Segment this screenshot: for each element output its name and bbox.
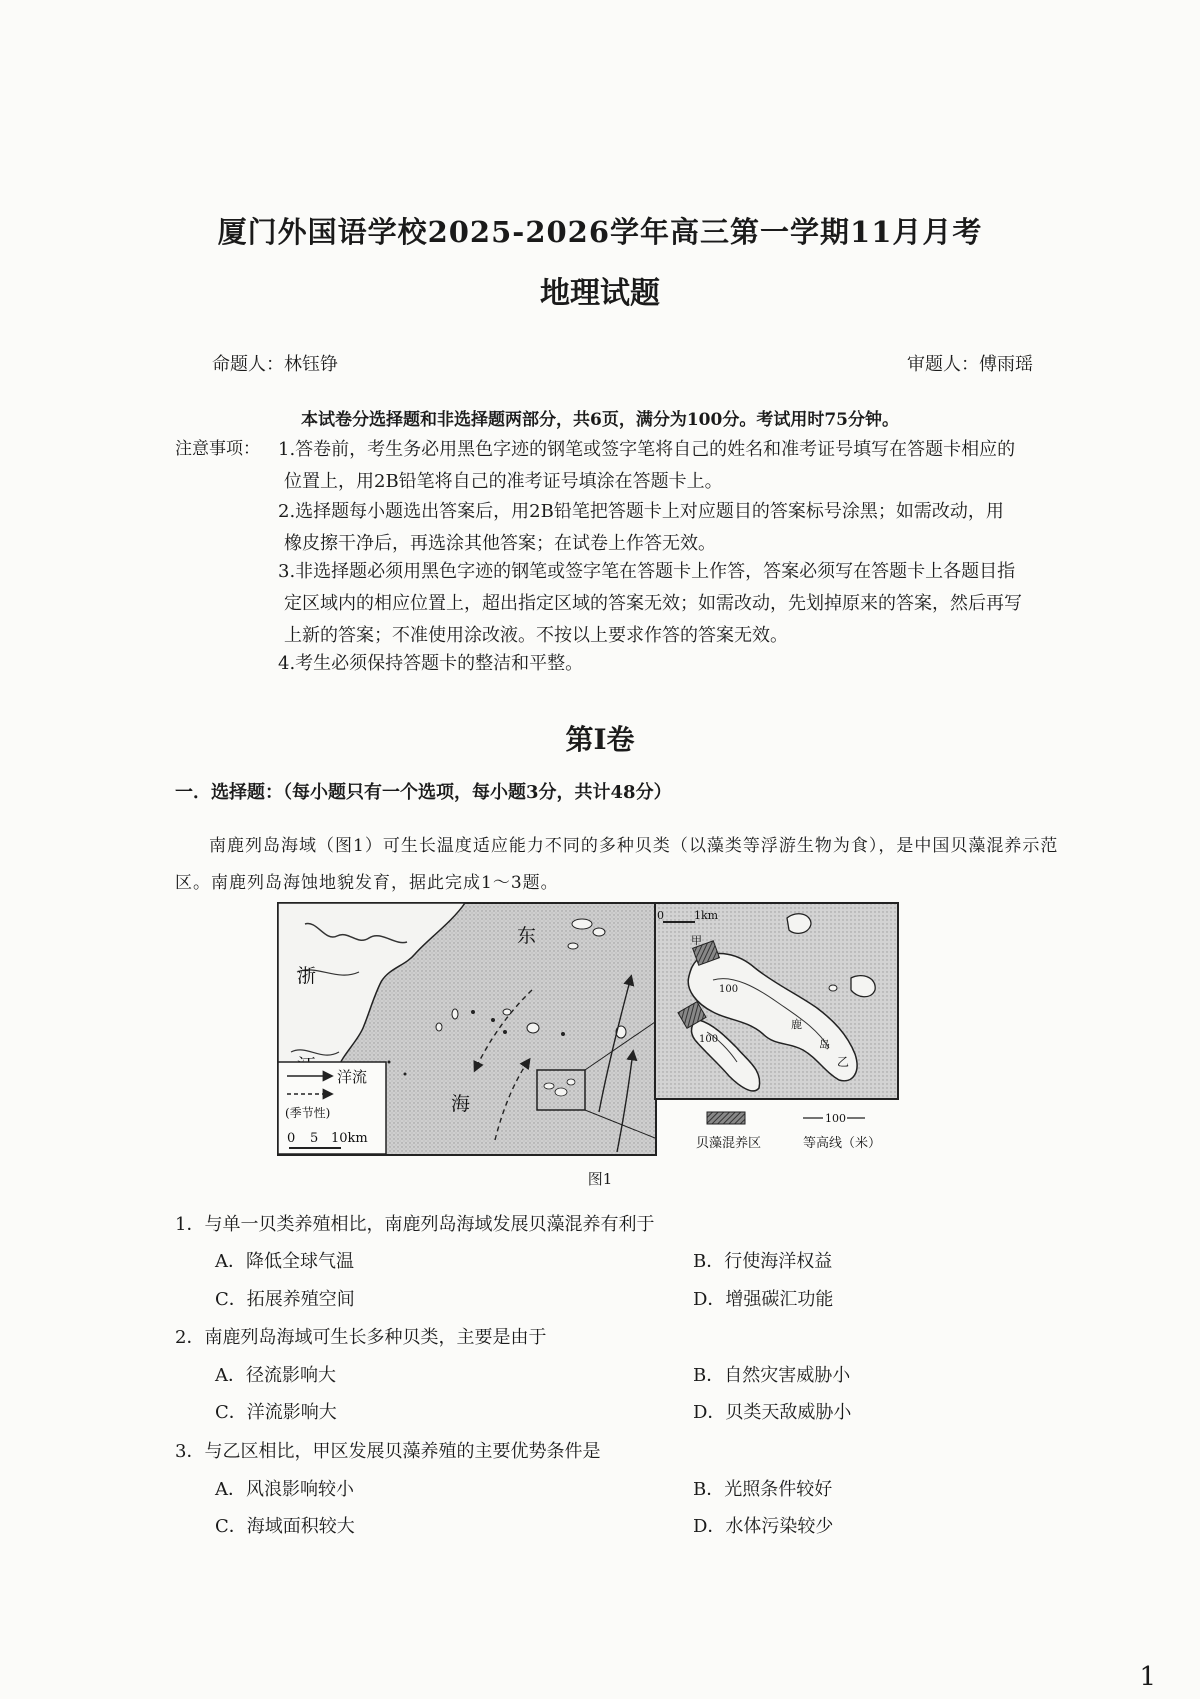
scale-label: 0 — [657, 909, 664, 922]
island-label: 鹿 — [791, 1018, 802, 1031]
legend-contour-value: 100 — [825, 1112, 846, 1125]
legend-seasonal-label: (季节性) — [285, 1106, 331, 1120]
reviewer: 审题人：傅雨瑶 — [907, 354, 1033, 375]
option-c: C．海域面积较大 — [215, 1516, 355, 1537]
left-map — [278, 903, 656, 1155]
island-label: 岛 — [819, 1038, 830, 1051]
question-passage: 南鹿列岛海域（图1）可生长温度适应能力不同的多种贝类（以藻类等浮游生物为食），是中国贝藻混养示范区。南鹿列岛海蚀地貌发育，据此完成1～3题。 — [175, 836, 1059, 893]
legend-current-label: 洋流 — [337, 1068, 368, 1086]
section-title: 第I卷 — [565, 723, 635, 756]
legend-contour-label: 等高线（米） — [803, 1136, 882, 1151]
exam-subject: 地理试题 — [540, 276, 660, 311]
author: 命题人：林钰铮 — [212, 354, 338, 375]
question-stem: 2．南鹿列岛海域可生长多种贝类，主要是由于 — [175, 1327, 547, 1348]
option-c: C．拓展养殖空间 — [215, 1289, 355, 1310]
option-d: D．增强碳汇功能 — [693, 1289, 834, 1310]
right-map-legend — [696, 1112, 881, 1151]
figure-map — [277, 902, 1088, 1156]
option-b: B．自然灾害威胁小 — [693, 1365, 851, 1386]
notes-label: 注意事项： — [175, 439, 260, 459]
contour-label: 100 — [719, 984, 739, 995]
question-stem: 3．与乙区相比，甲区发展贝藻养殖的主要优势条件是 — [175, 1441, 601, 1462]
map-label-province: 浙 — [297, 965, 317, 987]
figure-caption: 图1 — [587, 1170, 613, 1188]
note-item: 4.考生必须保持答题卡的整洁和平整。 — [278, 653, 584, 674]
part-title: 一．选择题：（每小题只有一个选项，每小题3分，共计48分） — [175, 782, 672, 803]
option-a: A．风浪影响较小 — [215, 1479, 354, 1500]
map-label-sea: 海 — [451, 1093, 471, 1115]
exam-title: 厦门外国语学校2025-2026学年高三第一学期11月月考 — [217, 215, 983, 249]
option-c: C．洋流影响大 — [215, 1402, 337, 1423]
left-map-legend — [278, 1062, 386, 1154]
map-label-sea: 东 — [517, 925, 537, 947]
note-item: 1.答卷前，考生务必用黑色字迹的钢笔或签字笔将自己的姓名和准考证号填写在答题卡相应的 位置上，用2B铅笔将自己的准考证号填涂在答题卡上。 — [278, 439, 1016, 492]
scale-label: 5 — [310, 1131, 319, 1146]
zone-label: 乙 — [837, 1055, 850, 1069]
legend-farm-label: 贝藻混养区 — [696, 1136, 762, 1151]
option-a: A．降低全球气温 — [215, 1251, 354, 1272]
option-b: B．光照条件较好 — [693, 1479, 833, 1500]
scale-label: 10km — [331, 1131, 368, 1146]
note-item: 3.非选择题必须用黑色字迹的钢笔或签字笔在答题卡上作答，答案必须写在答题卡上各题目指 定区域内的相应位置上，超出指定区域的答案无效；如需改动，先划掉原来的答案，然后再写 上新的答案；不准使用涂改液。不按以上要求作答的答案无效。 — [278, 561, 1022, 646]
option-d: D．贝类天敌威胁小 — [693, 1402, 852, 1423]
scale-label: 0 — [287, 1131, 296, 1146]
exam-intro: 本试卷分选择题和非选择题两部分，共6页，满分为100分。考试用时75分钟。 — [301, 410, 899, 430]
note-item: 2.选择题每小题选出答案后，用2B铅笔把答题卡上对应题目的答案标号涂黑；如需改动，用 橡皮擦干净后，再选涂其他答案；在试卷上作答无效。 — [278, 501, 1004, 554]
option-b: B．行使海洋权益 — [693, 1251, 833, 1272]
contour-label: 100 — [699, 1034, 719, 1045]
option-d: D．水体污染较少 — [693, 1516, 834, 1537]
right-map — [655, 903, 898, 1151]
zone-label: 甲 — [691, 934, 702, 947]
option-a: A．径流影响大 — [215, 1365, 336, 1386]
scale-label: 1km — [694, 909, 719, 922]
question-stem: 1．与单一贝类养殖相比，南鹿列岛海域发展贝藻混养有利于 — [175, 1214, 655, 1235]
page-number: 1 — [1139, 1662, 1156, 1692]
